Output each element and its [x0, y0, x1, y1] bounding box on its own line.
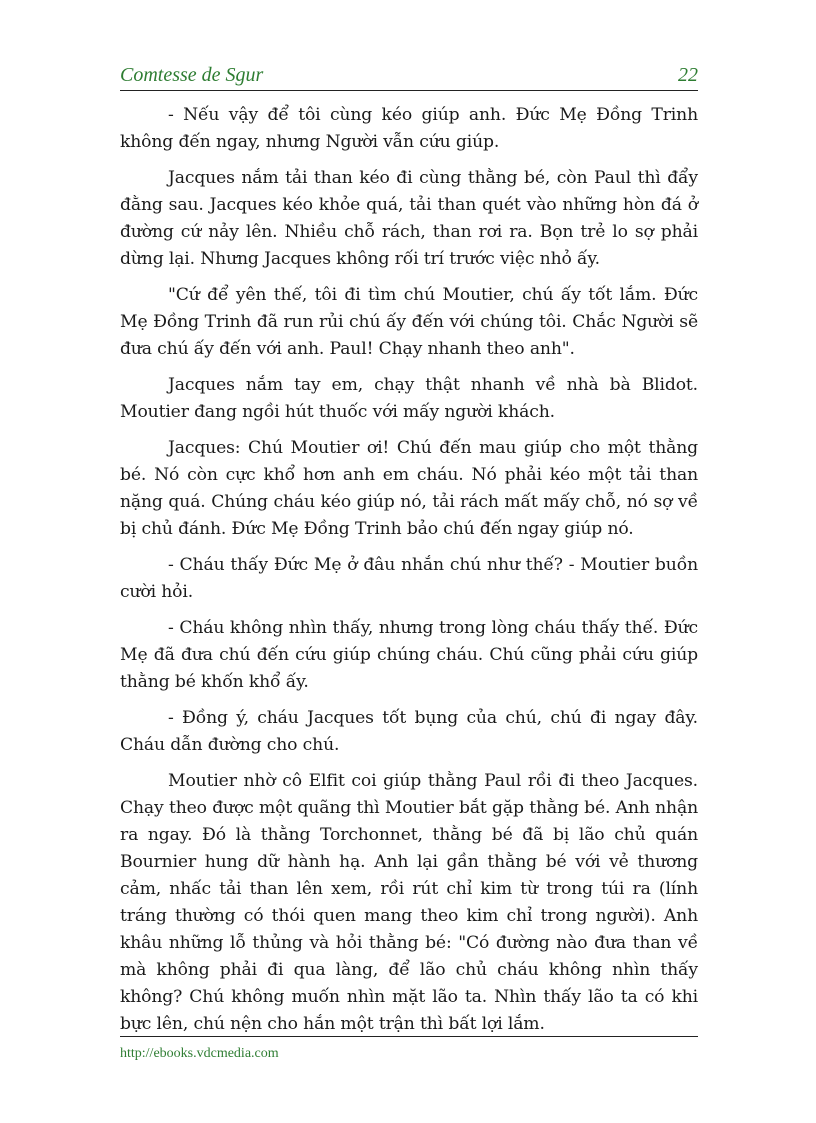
- paragraph: Jacques: Chú Moutier ơi! Chú đến mau giúp cho một thằng bé. Nó còn cực khổ hơn anh em cháu. Nó phải kéo một tải than nặng quá. Chúng cháu kéo giúp nó, tải rách mất mấy chỗ, nó sợ về bị chủ đánh. Đức Mẹ Đồng Trinh bảo chú đến ngay giúp nó.: [120, 438, 698, 539]
- page-body: [120, 102, 698, 1047]
- footer-divider: [120, 1036, 698, 1037]
- paragraph: - Nếu vậy để tôi cùng kéo giúp anh. Đức Mẹ Đồng Trinh không đến ngay, nhưng Người vẫn cứu giúp.: [120, 105, 698, 152]
- paragraph: Jacques nắm tay em, chạy thật nhanh về nhà bà Blidot. Moutier đang ngồi hút thuốc với mấy người khách.: [120, 375, 698, 422]
- page-number: 22: [678, 64, 698, 86]
- footer-link[interactable]: http://ebooks.vdcmedia.com: [120, 1046, 279, 1061]
- paragraph: - Đồng ý, cháu Jacques tốt bụng của chú, chú đi ngay đây. Cháu dẫn đường cho chú.: [120, 708, 698, 755]
- paragraph: - Cháu thấy Đức Mẹ ở đâu nhắn chú như thế? - Moutier buồn cười hỏi.: [120, 555, 698, 602]
- page-header: [120, 62, 698, 91]
- paragraph: Moutier nhờ cô Elfit coi giúp thằng Paul rồi đi theo Jacques. Chạy theo được một quãng thì Moutier bắt gặp thằng bé. Anh nhận ra ngay. Đó là thằng Torchonnet, thằng bé đã bị lão chủ quán Bournier hung dữ hành hạ. Anh lại gần thằng bé với vẻ thương cảm, nhấc tải than lên xem, rồi rút chỉ kim từ trong túi ra (lính tráng thường có thói quen mang theo kim chỉ trong người). Anh khâu những lỗ thủng và hỏi thằng bé: "Có đường nào đưa than về mà không phải đi qua làng, để lão chủ cháu không nhìn thấy không? Chú không muốn nhìn mặt lão ta. Nhìn thấy lão ta có khi bực lên, chú nện cho hắn một trận thì bất lợi lắm.: [120, 771, 698, 1034]
- paragraph: - Cháu không nhìn thấy, nhưng trong lòng cháu thấy thế. Đức Mẹ đã đưa chú đến cứu giúp chúng cháu. Chú cũng phải cứu giúp thằng bé khốn khổ ấy.: [120, 618, 698, 692]
- paragraph: "Cứ để yên thế, tôi đi tìm chú Moutier, chú ấy tốt lắm. Đức Mẹ Đồng Trinh đã run rủi chú ấy đến với chúng tôi. Chắc Người sẽ đưa chú ấy đến với anh. Paul! Chạy nhanh theo anh".: [120, 285, 698, 359]
- paragraph: Jacques nắm tải than kéo đi cùng thằng bé, còn Paul thì đẩy đằng sau. Jacques kéo khỏe quá, tải than quét vào những hòn đá ở đường cứ nảy lên. Nhiều chỗ rách, than rơi ra. Bọn trẻ lo sợ phải dừng lại. Nhưng Jacques không rối trí trước việc nhỏ ấy.: [120, 168, 698, 269]
- book-title: Comtesse de Sgur: [120, 64, 264, 86]
